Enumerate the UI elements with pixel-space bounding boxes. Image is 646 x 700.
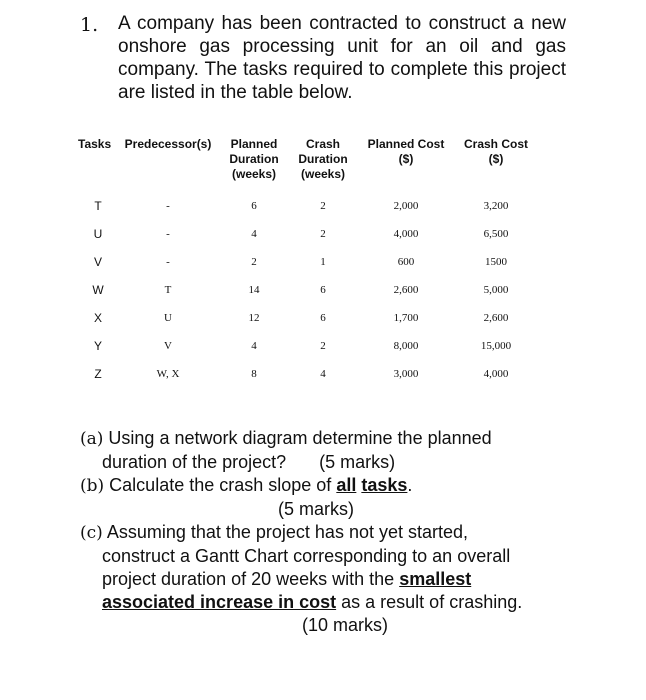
cell-crash-duration: 6 bbox=[320, 284, 326, 296]
cell-task: V bbox=[93, 255, 102, 269]
part-b-emphasis-all: all bbox=[336, 475, 357, 495]
part-b-emphasis-tasks: tasks bbox=[361, 475, 408, 495]
cell-crash-duration: 4 bbox=[320, 368, 326, 380]
part-c-marks: (10 marks) bbox=[302, 615, 389, 635]
cell-planned-duration: 4 bbox=[251, 340, 257, 352]
part-a bbox=[80, 427, 540, 474]
table-row bbox=[78, 304, 536, 332]
cell-planned-cost: 4,000 bbox=[393, 228, 419, 240]
part-a-marks: (5 marks) bbox=[319, 452, 396, 472]
part-c-text-1: Assuming that the project has not yet started, construct a Gantt Chart corresponding to an overall project duration of 20 weeks with the bbox=[102, 522, 511, 589]
cell-crash-cost: 1500 bbox=[485, 256, 507, 268]
cell-task: Y bbox=[93, 339, 102, 353]
header-task: Tasks bbox=[78, 137, 112, 151]
cell-planned-cost: 8,000 bbox=[393, 340, 419, 352]
cell-crash-cost: 2,600 bbox=[483, 312, 509, 324]
cell-crash-cost: 5,000 bbox=[483, 284, 509, 296]
cell-crash-duration: 6 bbox=[320, 312, 326, 324]
cell-crash-duration: 2 bbox=[320, 228, 326, 240]
header-planned-duration: Planned Duration (weeks) bbox=[229, 137, 279, 181]
part-b-label: (b) bbox=[80, 476, 105, 496]
question-intro: A company has been contracted to construct a new onshore gas processing unit for an oil and gas company. The tasks required to complete this project are listed in the table below. bbox=[118, 13, 566, 103]
cell-predecessor: T bbox=[164, 284, 172, 296]
part-b bbox=[80, 474, 540, 521]
part-a-text: Using a network diagram determine the planned duration of the project? bbox=[102, 428, 492, 472]
part-b-marks: (5 marks) bbox=[278, 499, 354, 519]
cell-predecessor: - bbox=[166, 200, 170, 212]
header-predecessor: Predecessor(s) bbox=[124, 137, 212, 151]
part-b-period: . bbox=[407, 475, 413, 495]
table-row bbox=[78, 182, 536, 220]
cell-crash-duration: 2 bbox=[320, 200, 326, 212]
cell-predecessor: - bbox=[166, 256, 170, 268]
part-b-text: Calculate the crash slope of bbox=[109, 475, 332, 495]
table-row bbox=[78, 332, 536, 360]
cell-task: U bbox=[93, 227, 103, 241]
cell-task: W bbox=[92, 283, 104, 297]
cell-crash-duration: 2 bbox=[320, 340, 326, 352]
table-row bbox=[78, 276, 536, 304]
cell-planned-duration: 12 bbox=[248, 312, 260, 324]
part-c bbox=[80, 521, 540, 637]
cell-planned-duration: 6 bbox=[251, 200, 257, 212]
cell-planned-duration: 2 bbox=[251, 256, 257, 268]
question-number: 1. bbox=[80, 14, 99, 36]
table-row bbox=[78, 220, 536, 248]
cell-predecessor: W, X bbox=[156, 368, 180, 380]
cell-planned-cost: 2,600 bbox=[393, 284, 419, 296]
header-crash-cost: Crash Cost ($) bbox=[463, 137, 528, 166]
cell-crash-cost: 6,500 bbox=[483, 228, 509, 240]
header-crash-duration: Crash Duration (weeks) bbox=[298, 137, 348, 181]
cell-crash-duration: 1 bbox=[320, 256, 326, 268]
part-a-label: (a) bbox=[80, 429, 104, 449]
cell-predecessor: U bbox=[164, 312, 172, 324]
cell-planned-duration: 8 bbox=[251, 368, 257, 380]
header-planned-cost: Planned Cost ($) bbox=[367, 137, 445, 166]
cell-planned-cost: 2,000 bbox=[393, 200, 419, 212]
cell-task: T bbox=[94, 199, 102, 213]
cell-planned-duration: 4 bbox=[251, 228, 257, 240]
cell-predecessor: V bbox=[164, 340, 172, 352]
part-c-text-2: as a result of crashing. bbox=[341, 592, 523, 612]
table-row bbox=[78, 248, 536, 276]
cell-task: Z bbox=[94, 367, 102, 381]
cell-planned-cost: 600 bbox=[397, 256, 415, 268]
cell-planned-cost: 1,700 bbox=[393, 312, 419, 324]
task-table-header bbox=[78, 137, 536, 182]
question-parts bbox=[80, 427, 540, 637]
part-c-emphasis: smallest associated increase in cost bbox=[102, 569, 472, 612]
cell-predecessor: - bbox=[166, 228, 170, 240]
task-table bbox=[78, 137, 536, 388]
cell-planned-cost: 3,000 bbox=[393, 368, 419, 380]
cell-planned-duration: 14 bbox=[248, 284, 260, 296]
cell-crash-cost: 3,200 bbox=[483, 200, 509, 212]
table-row bbox=[78, 360, 536, 388]
cell-crash-cost: 15,000 bbox=[480, 340, 512, 352]
cell-task: X bbox=[93, 311, 102, 325]
part-c-label: (c) bbox=[80, 523, 103, 543]
cell-crash-cost: 4,000 bbox=[483, 368, 509, 380]
